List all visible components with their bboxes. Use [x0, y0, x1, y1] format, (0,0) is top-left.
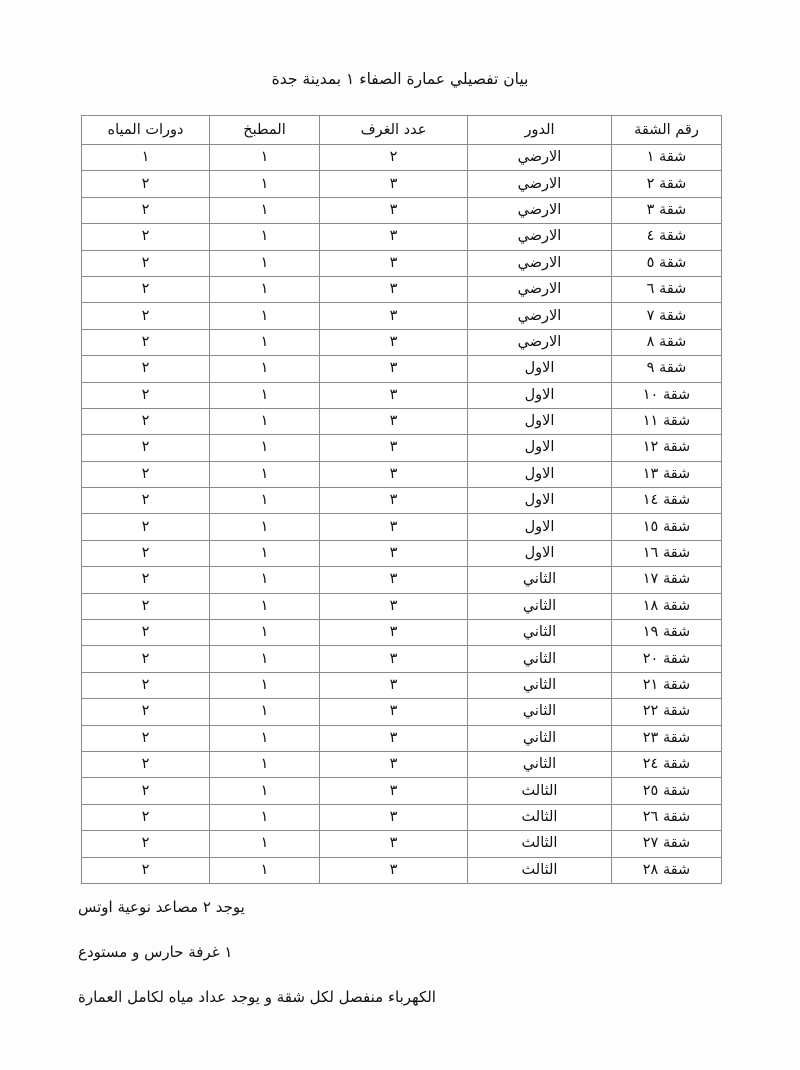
cell-kitchen: ١: [210, 224, 320, 250]
table-row: [82, 540, 722, 566]
cell-rooms: ٣: [320, 408, 468, 434]
cell-floor: الارضي: [468, 197, 612, 223]
cell-kitchen: ١: [210, 145, 320, 171]
cell-apartment: شقة ١٢: [612, 435, 722, 461]
cell-rooms: ٣: [320, 356, 468, 382]
table-row: [82, 329, 722, 355]
table-row: [82, 857, 722, 883]
cell-apartment: شقة ٢١: [612, 672, 722, 698]
cell-apartment: شقة ٦: [612, 276, 722, 302]
footer-notes: [78, 896, 722, 1008]
cell-floor: الارضي: [468, 329, 612, 355]
table-row: [82, 751, 722, 777]
table-row: [82, 699, 722, 725]
cell-rooms: ٣: [320, 461, 468, 487]
cell-rooms: ٣: [320, 514, 468, 540]
cell-floor: الثاني: [468, 646, 612, 672]
cell-bathrooms: ٢: [82, 831, 210, 857]
cell-kitchen: ١: [210, 435, 320, 461]
cell-apartment: شقة ٧: [612, 303, 722, 329]
cell-floor: الارضي: [468, 276, 612, 302]
cell-bathrooms: ٢: [82, 435, 210, 461]
cell-rooms: ٣: [320, 171, 468, 197]
cell-rooms: ٣: [320, 672, 468, 698]
cell-apartment: شقة ١٥: [612, 514, 722, 540]
cell-floor: الثالث: [468, 831, 612, 857]
table-row: [82, 250, 722, 276]
cell-floor: الاول: [468, 382, 612, 408]
table-row: [82, 593, 722, 619]
cell-floor: الاول: [468, 488, 612, 514]
cell-apartment: شقة ٢٢: [612, 699, 722, 725]
cell-kitchen: ١: [210, 356, 320, 382]
cell-kitchen: ١: [210, 171, 320, 197]
cell-rooms: ٣: [320, 804, 468, 830]
cell-floor: الثاني: [468, 567, 612, 593]
cell-apartment: شقة ٨: [612, 329, 722, 355]
table-container: [82, 115, 722, 884]
cell-floor: الثاني: [468, 725, 612, 751]
table-body: [82, 145, 722, 884]
cell-kitchen: ١: [210, 831, 320, 857]
table-row: [82, 831, 722, 857]
table-row: [82, 303, 722, 329]
cell-rooms: ٣: [320, 857, 468, 883]
cell-kitchen: ١: [210, 408, 320, 434]
cell-bathrooms: ٢: [82, 250, 210, 276]
cell-apartment: شقة ١٣: [612, 461, 722, 487]
cell-rooms: ٣: [320, 567, 468, 593]
column-header-rooms: عدد الغرف: [320, 116, 468, 145]
cell-kitchen: ١: [210, 488, 320, 514]
cell-rooms: ٣: [320, 646, 468, 672]
cell-kitchen: ١: [210, 857, 320, 883]
cell-kitchen: ١: [210, 461, 320, 487]
cell-apartment: شقة ٢٠: [612, 646, 722, 672]
cell-floor: الثاني: [468, 751, 612, 777]
column-header-bathrooms: دورات المياه: [82, 116, 210, 145]
cell-apartment: شقة ١١: [612, 408, 722, 434]
cell-rooms: ٣: [320, 725, 468, 751]
cell-rooms: ٢: [320, 145, 468, 171]
cell-apartment: شقة ٢٤: [612, 751, 722, 777]
cell-floor: الاول: [468, 435, 612, 461]
table-row: [82, 461, 722, 487]
apartment-detail-table: [81, 115, 722, 884]
cell-apartment: شقة ١٠: [612, 382, 722, 408]
cell-floor: الاول: [468, 461, 612, 487]
cell-rooms: ٣: [320, 329, 468, 355]
cell-rooms: ٣: [320, 197, 468, 223]
cell-bathrooms: ٢: [82, 567, 210, 593]
cell-apartment: شقة ١٩: [612, 620, 722, 646]
cell-floor: الثالث: [468, 778, 612, 804]
cell-kitchen: ١: [210, 382, 320, 408]
table-row: [82, 435, 722, 461]
cell-bathrooms: ٢: [82, 408, 210, 434]
cell-bathrooms: ٢: [82, 514, 210, 540]
cell-apartment: شقة ٢٨: [612, 857, 722, 883]
cell-bathrooms: ٢: [82, 461, 210, 487]
cell-bathrooms: ٢: [82, 488, 210, 514]
cell-apartment: شقة ١: [612, 145, 722, 171]
cell-kitchen: ١: [210, 303, 320, 329]
cell-apartment: شقة ٢٧: [612, 831, 722, 857]
cell-bathrooms: ٢: [82, 751, 210, 777]
cell-floor: الاول: [468, 408, 612, 434]
cell-floor: الاول: [468, 356, 612, 382]
cell-rooms: ٣: [320, 699, 468, 725]
cell-floor: الثاني: [468, 672, 612, 698]
table-row: [82, 145, 722, 171]
cell-apartment: شقة ١٨: [612, 593, 722, 619]
cell-rooms: ٣: [320, 831, 468, 857]
table-row: [82, 514, 722, 540]
cell-kitchen: ١: [210, 699, 320, 725]
cell-apartment: شقة ١٤: [612, 488, 722, 514]
cell-apartment: شقة ٢٥: [612, 778, 722, 804]
cell-kitchen: ١: [210, 197, 320, 223]
cell-bathrooms: ٢: [82, 540, 210, 566]
table-header: [82, 116, 722, 145]
cell-floor: الارضي: [468, 303, 612, 329]
cell-apartment: شقة ٤: [612, 224, 722, 250]
cell-apartment: شقة ٣: [612, 197, 722, 223]
cell-floor: الاول: [468, 514, 612, 540]
cell-rooms: ٣: [320, 540, 468, 566]
cell-bathrooms: ٢: [82, 224, 210, 250]
table-row: [82, 488, 722, 514]
footer-note: الكهرباء منفصل لكل شقة و يوجد عداد مياه لكامل العمارة: [78, 988, 436, 1006]
table-row: [82, 197, 722, 223]
table-row: [82, 567, 722, 593]
table-row: [82, 672, 722, 698]
table-row: [82, 356, 722, 382]
table-row: [82, 382, 722, 408]
cell-bathrooms: ٢: [82, 857, 210, 883]
cell-kitchen: ١: [210, 593, 320, 619]
cell-bathrooms: ٢: [82, 804, 210, 830]
footer-note: ١ غرفة حارس و مستودع: [78, 943, 233, 961]
cell-floor: الارضي: [468, 145, 612, 171]
table-header-row: [82, 116, 722, 145]
cell-kitchen: ١: [210, 778, 320, 804]
cell-bathrooms: ٢: [82, 197, 210, 223]
cell-apartment: شقة ٢٦: [612, 804, 722, 830]
cell-bathrooms: ١: [82, 145, 210, 171]
cell-kitchen: ١: [210, 646, 320, 672]
cell-apartment: شقة ٩: [612, 356, 722, 382]
column-header-kitchen: المطبخ: [210, 116, 320, 145]
cell-kitchen: ١: [210, 514, 320, 540]
cell-rooms: ٣: [320, 435, 468, 461]
cell-kitchen: ١: [210, 250, 320, 276]
page-title: بيان تفصيلي عمارة الصفاء ١ بمدينة جدة: [271, 70, 529, 88]
cell-kitchen: ١: [210, 567, 320, 593]
cell-floor: الاول: [468, 540, 612, 566]
cell-bathrooms: ٢: [82, 672, 210, 698]
cell-bathrooms: ٢: [82, 329, 210, 355]
cell-kitchen: ١: [210, 804, 320, 830]
table-row: [82, 725, 722, 751]
table-row: [82, 224, 722, 250]
cell-bathrooms: ٢: [82, 171, 210, 197]
cell-floor: الثاني: [468, 699, 612, 725]
cell-bathrooms: ٢: [82, 593, 210, 619]
cell-rooms: ٣: [320, 303, 468, 329]
cell-kitchen: ١: [210, 751, 320, 777]
cell-kitchen: ١: [210, 620, 320, 646]
cell-kitchen: ١: [210, 540, 320, 566]
cell-bathrooms: ٢: [82, 699, 210, 725]
table-row: [82, 408, 722, 434]
cell-apartment: شقة ١٦: [612, 540, 722, 566]
cell-rooms: ٣: [320, 224, 468, 250]
cell-bathrooms: ٢: [82, 356, 210, 382]
cell-floor: الارضي: [468, 171, 612, 197]
footer-note: يوجد ٢ مصاعد نوعية اوتس: [78, 898, 245, 916]
cell-bathrooms: ٢: [82, 276, 210, 302]
cell-floor: الارضي: [468, 224, 612, 250]
cell-floor: الثاني: [468, 620, 612, 646]
cell-kitchen: ١: [210, 329, 320, 355]
cell-bathrooms: ٢: [82, 382, 210, 408]
cell-rooms: ٣: [320, 778, 468, 804]
table-row: [82, 646, 722, 672]
cell-kitchen: ١: [210, 725, 320, 751]
cell-apartment: شقة ٥: [612, 250, 722, 276]
table-row: [82, 620, 722, 646]
cell-floor: الثالث: [468, 857, 612, 883]
cell-rooms: ٣: [320, 488, 468, 514]
cell-bathrooms: ٢: [82, 620, 210, 646]
cell-floor: الثاني: [468, 593, 612, 619]
cell-apartment: شقة ٢: [612, 171, 722, 197]
table-row: [82, 276, 722, 302]
cell-kitchen: ١: [210, 672, 320, 698]
column-header-floor: الدور: [468, 116, 612, 145]
cell-bathrooms: ٢: [82, 303, 210, 329]
cell-rooms: ٣: [320, 751, 468, 777]
cell-bathrooms: ٢: [82, 646, 210, 672]
cell-rooms: ٣: [320, 382, 468, 408]
cell-apartment: شقة ١٧: [612, 567, 722, 593]
cell-apartment: شقة ٢٣: [612, 725, 722, 751]
table-row: [82, 778, 722, 804]
cell-rooms: ٣: [320, 593, 468, 619]
cell-bathrooms: ٢: [82, 778, 210, 804]
cell-rooms: ٣: [320, 620, 468, 646]
cell-bathrooms: ٢: [82, 725, 210, 751]
cell-rooms: ٣: [320, 276, 468, 302]
cell-floor: الثالث: [468, 804, 612, 830]
table-row: [82, 171, 722, 197]
table-row: [82, 804, 722, 830]
cell-floor: الارضي: [468, 250, 612, 276]
column-header-apartment: رقم الشقة: [612, 116, 722, 145]
cell-kitchen: ١: [210, 276, 320, 302]
cell-rooms: ٣: [320, 250, 468, 276]
